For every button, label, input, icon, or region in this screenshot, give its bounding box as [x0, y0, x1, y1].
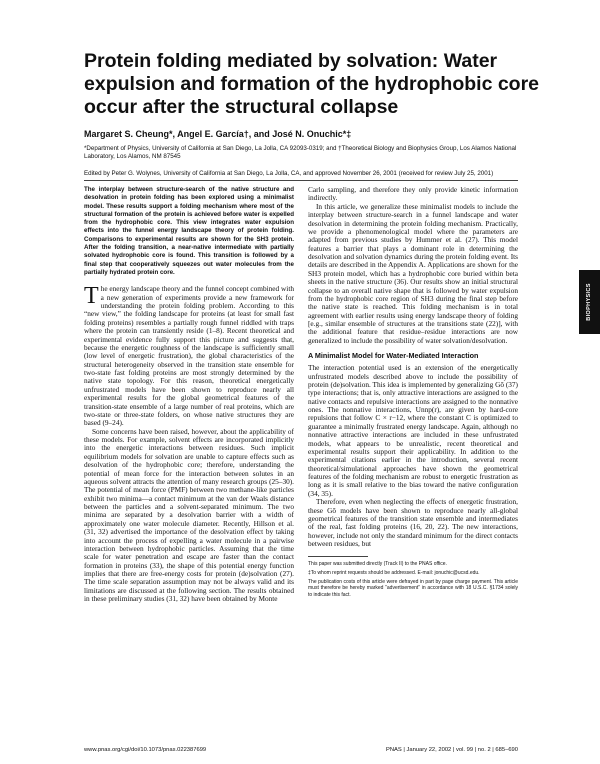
paper-title: Protein folding mediated by solvation: Water expulsion and formation of the hydrophobic core occur after the structural collapse: [84, 50, 540, 118]
intro-paragraph-1-text: he energy landscape theory and the funnel concept combined with a new generation of experiments provide a new framework for understanding the protein folding problem. According to this “new view,” the folding landscape for proteins (at least for small fast folding proteins) resembles a partially rough funnel riddled with traps where the protein can transiently reside (1–8). Recent theoretical and experimental evidence fully support this picture and suggests that, because the energetic roughness of the landscape is sufficiently small (low level of energetic frustration), the global characteristics of the structural heterogeneity observed in the transition state ensemble for two-state fast folding proteins are most strongly determined by the native state topology. For this reason, theoretical energetically unfrustrated models have been shown to reproduce nearly all experimental results for the global geometrical features of the transition-state ensemble of a large number of real proteins, which are two-state or three-state folders, on whose native structures they are based (9–24).: [84, 284, 294, 428]
drop-cap: T: [84, 283, 99, 310]
author-list: Margaret S. Cheung*, Angel E. García†, and José N. Onuchic*‡: [84, 129, 352, 139]
body-paragraph-2: In this article, we generalize these minimalist models to include the interplay between structure-search in a funnel landscape and water desolvation in determining the protein folding mechanism. Practically, we provide a phenomenological model where the parameters are adapted from previous studies by Hummer et al. (27). This model features a barrier that plays a dominant role in determining the desolvation and solvation dynamics during the protein folding event. Its details are described in the Appendix A. Applications are shown for the SH3 protein model, which has a hydrophobic core buried within beta sheets in the native structure (36). Our results show an initial structural collapse to an overall native shape that is followed by water expulsion from the hydrophobic core region of SH3 during the final step before the native state is reached. This folding mechanism is in total agreement with earlier results using energy landscape theory of folding [e.g., similar ensemble of structures at the transitions state (22)], with the additional feature that residue–residue interactions are now generalized to include the possibility of water solvation/desolvation.: [308, 201, 518, 345]
section-paragraph-2: Therefore, even when neglecting the effects of energetic frustration, these Gō models have been shown to reproduce nearly all-global geometrical features of the transition state ensemble and intermediates of the real, fast folding proteins (16, 20, 22). The new interactions, however, include not only the standard minimum for the direct contacts between residues, but: [308, 497, 518, 548]
section-tab: [579, 270, 600, 334]
right-column: [308, 186, 518, 600]
header-divider: [84, 180, 518, 181]
affiliation: *Department of Physics, University of California at San Diego, La Jolla, CA 92093-0319; and †Theoretical Biology and Biophysics Group, Los Alamos National Laboratory, Los Alamos, NM 87545: [84, 145, 517, 161]
body-paragraph-1: Carlo sampling, and therefore they only provide kinetic information indirectly.: [308, 185, 518, 203]
abstract: The interplay between structure-search of the native structure and desolvation in protein folding has been explored using a minimalist model. These results support a folding mechanism where most of the structural formation of the protein is achieved before water is expelled from the hydrophobic core. This view integrates water expulsion effects into the funnel energy landscape theory of protein folding. Comparisons to experimental results are shown for the SH3 protein. After the folding transition, a near-native intermediate with partially solvated hydrophobic core is found. This transition is followed by a final step that cooperatively squeezes out water molecules from the partially hydrated protein core.: [84, 186, 294, 276]
footnote-publication-costs: The publication costs of this article were defrayed in part by page charge payment. This article must therefore be hereby marked “advertisement” in accordance with 18 U.S.C. §1734 solely to indicate this fact.: [308, 578, 518, 598]
journal-footer: PNAS | January 22, 2002 | vol. 99 | no. 2 | 685–690: [385, 747, 518, 753]
doi-footer: www.pnas.org/cgi/doi/10.1073/pnas.022387699: [84, 747, 207, 753]
section-paragraph-1: The interaction potential used is an extension of the energetically unfrustrated models described above to include the possibility of protein (de)solvation. This idea is implemented by generalizing Gō (37) type interactions; that is, only attractive interactions are assigned to the native contacts and repulsive interactions are assigned to the nonnative ones. The nonnative interactions, Unnp(r), are given by hard-core repulsions that follow C × r−12, where the constant C is optimized to guarantee a minimally frustrated energy landscape. Again, although no nonnative attractive interactions are included in these unfrustrated models, what appears to be unrealistic, recent theoretical and experimental results support their applicability. In addition to the experimental citations earlier in the introduction, several recent theoretical/simulational approaches have shown the geometrical features of the folding mechanism are robust to energetic frustration as long as it is small relative to the bias toward the native configuration (34, 35).: [308, 363, 518, 498]
intro-paragraph-2: Some concerns have been raised, however, about the applicability of these models. For example, solvent effects are incorporated implicitly into the energetic interactions between residues. Such implicit equilibrium models for solvation are unable to capture effects such as desolvation of the hydrophobic core; therefore, understanding the potential of mean force for the interaction between solutes in an aqueous solvent attracts the attention of many research groups (25–30). The potential of mean force (PMF) between two methane-like particles exhibit two minima—a contact minimum at the van der Waals distance between the particles and a solvent-separated minimum. The two minima are separated by a desolvation barrier with a width of approximately one water molecule diameter. Recently, Hillson et al. (31, 32) advertised the importance of the desolvation effect by taking into account the process of expelling a water molecule in a pairwise interaction between hydrophobic particles. Assuming that the time scale for water penetration and escape are faster than the contact formation in proteins (33), the shape of this potential energy function implies that there are free-energy costs for protein (de)solvation (27). The time scale separation assumption may not be always valid and its limitations are discussed at the following section. The results obtained in these preliminary studies (31, 32) have been obtained by Monte: [84, 426, 294, 604]
section-heading: A Minimalist Model for Water-Mediated Interaction: [308, 351, 479, 361]
footnote-correspondence: ‡To whom reprint requests should be addressed. E-mail: jonuchic@ucsd.edu.: [308, 569, 480, 576]
intro-paragraph-1: [84, 285, 294, 427]
footnote-submission: This paper was submitted directly (Track II) to the PNAS office.: [308, 561, 447, 568]
left-column: [84, 186, 294, 604]
footnote-divider: [308, 556, 368, 557]
section-tab-label: BIOPHYSICS: [586, 283, 592, 321]
editor-note: Edited by Peter G. Wolynes, University of California at San Diego, La Jolla, CA, and approved November 26, 2001 (received for review July 25, 2001): [84, 170, 494, 177]
